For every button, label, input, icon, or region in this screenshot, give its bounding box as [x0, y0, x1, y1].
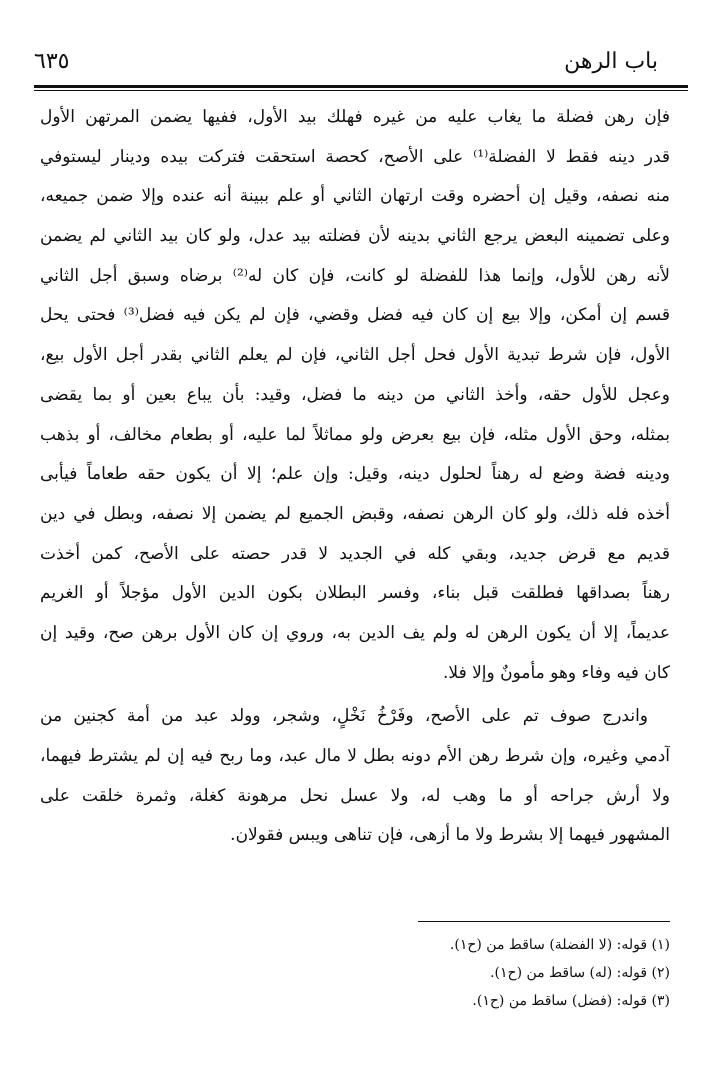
text-line: كان فيه وفاء وهو مأمونٌ وإلا فلا. — [443, 662, 670, 683]
paragraph-2 — [40, 697, 670, 856]
text-line: وعلى تضمينه البعض يرجع الثاني بدينه لأن فضلته بيد عدل، ولو كان بيد الثاني لم يضمن — [40, 226, 670, 247]
text-line: وعجل للأول حقه، وأخذ الثاني من دينه ما فضل، وقيد: بأن يباع بعين أو بما يقضى — [40, 384, 670, 405]
text-line: ودينه فضة وضع له رهناً لحلول دينه، وقيل: وإن علم؛ إلا أن يكون حقه طعاماً فيأبى — [40, 464, 670, 485]
text-line: واندرج صوف تم على الأصح، وفَرْخُ نَخْلٍ، وشجر، وولد عبد من أمة كجنين من — [40, 706, 648, 727]
text-line: قسم إن أمكن، وإلا بيع إن كان فيه فضل وقضي، فإن لم يكن فيه فضل⁽³⁾ فحتى يحل — [40, 305, 670, 326]
footnote: (١) قوله: (لا الفضلة) ساقط من (ح١). — [449, 937, 670, 953]
page-number: ٦٣٥ — [34, 49, 70, 74]
text-line: بمثله، وحق الأول مثله، فإن بيع بعرض ولو مماثلاً لما عليه، أو بطعام مخالف، أو بذهب — [40, 424, 670, 445]
body-text — [40, 98, 670, 856]
text-line: فإن رهن فضلة ما يغاب عليه من غيره فهلك بيد الأول، ففيها يضمن المرتهن الأول — [40, 107, 670, 127]
text-line: ولا أرش جراحه أو ما وهب له، ولا عسل نحل مرهونة كغلة، وثمرة خلقت على — [40, 785, 670, 806]
text-line: منه نصفه، وقيل إن أحضره وقت ارتهان الثاني أو علم ببينة أنه عنده وإلا ضمن جميعه، — [40, 186, 670, 207]
text-line: آدمي وغيره، وإن شرط رهن الأم دونه بطل لا مال عبد، وما ربح فيه إن لم يشترط فيهما، — [40, 746, 670, 766]
chapter-title: باب الرهن — [564, 49, 658, 74]
text-line: لأنه رهن للأول، وإنما هذا للفضلة لو كانت، فإن كان له⁽²⁾ برضاه وسبق أجل الثاني — [40, 265, 670, 286]
text-line: الأول، فإن شرط تبدية الأول فحل أجل الثاني، فإن لم يعلم الثاني بقدر أجل الأول بيع، — [40, 345, 670, 366]
text-line: قديم مع قرض جديد، وبقي كله في الجديد لا قدر حصته على الأصح، كمن أخذت — [40, 543, 670, 564]
text-line: المشهور فيهما إلا بشرط ولا ما أزهى، فإن تناهى ويبس فقولان. — [230, 825, 670, 846]
page-header — [34, 44, 658, 84]
footnote: (٢) قوله: (له) ساقط من (ح١). — [490, 965, 670, 981]
footnotes — [40, 931, 670, 1015]
text-line: أخذه فله ذلك، ولو كان الرهن نصفه، وقبض الجميع لم يضمن إلا نصفه، وبطل في دين — [40, 503, 670, 524]
header-rule-thin — [34, 90, 688, 91]
text-line: قدر دينه فقط لا الفضلة⁽¹⁾ على الأصح، كحصة استحقت فتركت بيده ودينار ليستوفي — [40, 146, 670, 167]
paragraph-1 — [40, 98, 670, 693]
text-line: رهناً بصداقها فطلقت قبل بناء، وفسر البطلان بكون الدين الأول مؤجلاً أو الغريم — [40, 583, 670, 604]
text-line: عديماً، إلا أن يكون الرهن له ولم يف الدين به، وروي إن كان الأول برهن صح، وقيد إن — [40, 622, 670, 643]
header-rule-thick — [34, 85, 688, 88]
footnote-separator — [418, 921, 670, 922]
footnote: (٣) قوله: (فضل) ساقط من (ح١). — [472, 993, 670, 1009]
